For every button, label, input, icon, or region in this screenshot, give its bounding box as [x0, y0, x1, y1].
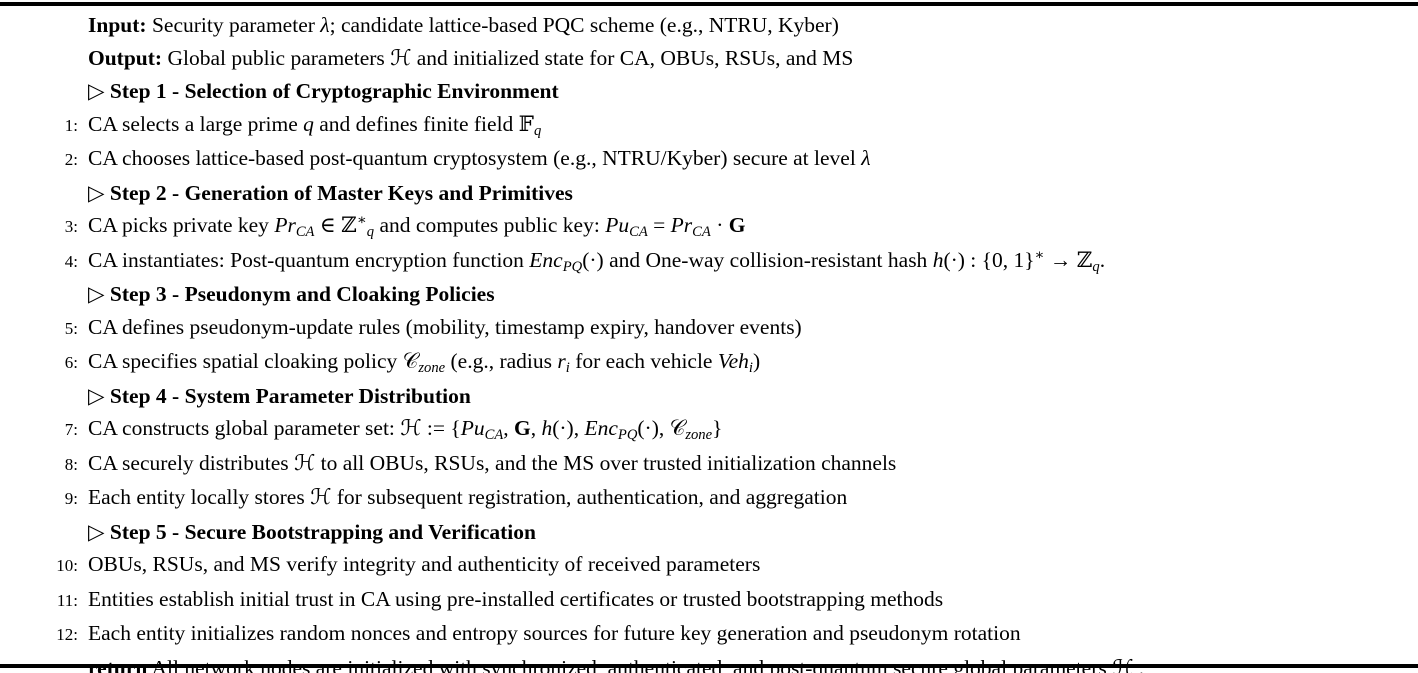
text-segment: ℤ [1076, 247, 1093, 273]
text-segment: CA [295, 224, 315, 241]
text-segment: q [303, 111, 314, 136]
line-number: 6: [64, 353, 78, 372]
algo-line [0, 42, 1414, 76]
text-segment: CA constructs global parameter set: [88, 416, 401, 440]
text-segment: CA [484, 427, 504, 444]
line-content [88, 142, 1414, 175]
algo-line [0, 75, 1414, 108]
text-segment: Step 4 - System Parameter Distribution [109, 383, 471, 408]
text-segment: zone [418, 360, 446, 377]
algo-line [0, 345, 1414, 380]
text-segment: h [932, 247, 944, 272]
algo-line [0, 412, 1414, 447]
text-segment: Step 3 - Pseudonym and Cloaking Policies [109, 282, 495, 306]
line-content [88, 652, 1414, 673]
algo-line [0, 617, 1414, 652]
line-number: 12: [56, 625, 78, 644]
line-content [88, 548, 1414, 581]
text-segment: q [1092, 258, 1100, 275]
line-content [88, 9, 1414, 42]
algo-line [0, 209, 1414, 244]
text-segment: CA [629, 224, 648, 241]
line-number: 4: [64, 251, 78, 271]
text-segment: (·), [637, 416, 670, 440]
text-segment: ▷ [88, 180, 110, 205]
text-segment: CA instantiates: Post-quantum encryption function [88, 247, 530, 272]
text-segment: ℤ [341, 213, 357, 238]
line-content [88, 380, 1414, 413]
line-number: 7: [64, 420, 78, 439]
line-number: 10: [56, 556, 78, 575]
text-segment: CA [692, 224, 711, 241]
text-segment: G [514, 416, 531, 440]
text-segment: Each entity initializes random nonces and entropy sources for future key generation and pseudonym rotation [88, 621, 1021, 645]
line-content [88, 481, 1414, 515]
text-segment: Output: [88, 45, 163, 70]
line-content [88, 75, 1414, 108]
algo-line [0, 244, 1414, 279]
text-segment: 𝔽 [518, 111, 534, 137]
text-segment: λ [861, 146, 871, 170]
text-segment: Pu [605, 213, 630, 237]
text-segment: CA securely distributes [88, 450, 295, 475]
algo-line [0, 447, 1414, 482]
line-number: 1: [64, 115, 78, 135]
text-segment: ∗ [356, 212, 367, 229]
text-segment: ▷ [88, 79, 110, 103]
algo-line [0, 516, 1414, 549]
text-segment: Pu [460, 416, 485, 440]
text-segment: Each entity locally stores [88, 485, 311, 509]
text-segment: Step 5 - Secure Bootstrapping and Verification [109, 519, 536, 544]
text-segment: i [565, 360, 570, 377]
text-segment: ℋ [310, 485, 332, 510]
text-segment: to all OBUs, RSUs, and the MS over trusted initialization channels [315, 450, 897, 475]
text-segment: } [712, 416, 723, 440]
line-content [88, 516, 1414, 549]
text-segment: zone [685, 427, 713, 444]
text-segment: ; candidate lattice-based PQC scheme (e.g., NTRU, Kyber) [329, 13, 839, 37]
text-segment: q [366, 224, 375, 241]
line-number: 11: [56, 590, 78, 610]
text-segment: Step 1 - Selection of Cryptographic Environment [109, 79, 559, 103]
text-segment: G [728, 213, 746, 237]
text-segment: · [710, 213, 729, 237]
text-segment: (·) : {0, 1} [943, 247, 1035, 272]
text-segment: h [541, 416, 553, 440]
text-segment: = [647, 213, 671, 237]
line-content [88, 447, 1414, 481]
line-number: 8: [64, 454, 78, 474]
line-content [88, 617, 1414, 650]
text-segment: Pr [274, 213, 296, 237]
text-segment: ∗ [1034, 247, 1045, 264]
text-segment: , [503, 416, 514, 440]
line-content [88, 583, 1414, 616]
text-segment: Pr [670, 213, 693, 237]
line-content [88, 345, 1414, 379]
text-segment: (·) and One-way collision-resistant hash [582, 247, 933, 272]
text-segment: (e.g., radius [445, 349, 558, 373]
text-segment: ▷ [88, 282, 110, 306]
text-segment: ▷ [88, 519, 110, 544]
text-segment: for subsequent registration, authentication, and aggregation [331, 485, 848, 509]
text-segment: 𝒞 [402, 349, 419, 374]
text-segment: Global public parameters [162, 45, 391, 70]
line-content [88, 244, 1414, 278]
line-content [88, 177, 1414, 210]
text-segment: for each vehicle [569, 349, 718, 373]
text-segment: PQ [617, 427, 638, 444]
text-segment: OBUs, RSUs, and MS verify integrity and authenticity of received parameters [88, 552, 761, 576]
text-segment: CA picks private key [88, 213, 275, 237]
text-segment: ) [752, 349, 761, 373]
algo-line [0, 177, 1414, 210]
text-segment: 𝒞 [669, 416, 686, 441]
line-number: 2: [64, 150, 78, 169]
line-number: 9: [64, 489, 78, 508]
text-segment: → [1044, 247, 1077, 272]
text-segment: r [557, 349, 566, 373]
algo-line [0, 142, 1414, 177]
line-content [88, 311, 1414, 344]
text-segment: CA defines pseudonym-update rules (mobility, timestamp expiry, handover events) [88, 314, 802, 339]
text-segment: q [533, 122, 542, 139]
algorithm-lines [0, 6, 1418, 673]
line-content [88, 209, 1414, 243]
text-segment: Security parameter [146, 13, 321, 37]
algo-line [0, 652, 1414, 673]
line-number: 3: [64, 217, 78, 236]
text-segment: CA specifies spatial cloaking policy [88, 349, 403, 373]
algo-line [0, 548, 1414, 583]
text-segment: ∈ [314, 213, 342, 237]
text-segment: ℋ [390, 45, 412, 71]
line-number: 5: [64, 318, 78, 338]
bottom-rule [0, 664, 1418, 668]
text-segment: CA chooses lattice-based post-quantum cryptosystem (e.g., NTRU/Kyber) secure at level [88, 146, 862, 170]
algo-line [0, 278, 1414, 311]
line-content [88, 108, 1414, 142]
text-segment: and defines finite field [313, 111, 519, 136]
text-segment: ℋ [400, 416, 422, 441]
text-segment: CA selects a large prime [88, 111, 304, 136]
text-segment: λ [320, 13, 330, 37]
algo-line [0, 583, 1414, 618]
text-segment: (·), [552, 416, 585, 440]
text-segment: , [530, 416, 542, 440]
algo-line [0, 481, 1414, 516]
text-segment: and computes public key: [374, 213, 606, 237]
algo-line [0, 108, 1414, 143]
text-segment: Step 2 - Generation of Master Keys and Primitives [109, 180, 573, 205]
text-segment: ▷ [88, 383, 110, 408]
text-segment: Enc [529, 247, 563, 272]
algo-line [0, 380, 1414, 413]
text-segment: Input: [88, 13, 147, 37]
text-segment: PQ [562, 258, 583, 275]
text-segment: i [748, 360, 753, 377]
line-content [88, 278, 1414, 311]
line-content [88, 42, 1414, 76]
algo-line [0, 311, 1414, 346]
text-segment: ℋ [294, 450, 316, 476]
text-segment: := { [421, 416, 461, 440]
text-segment: Veh [717, 349, 749, 373]
text-segment: . [1099, 247, 1106, 272]
text-segment: and initialized state for CA, OBUs, RSUs, and MS [411, 45, 854, 70]
text-segment: Entities establish initial trust in CA using pre-installed certificates or trusted bootstrapping methods [88, 586, 944, 611]
line-content [88, 412, 1414, 446]
text-segment: Enc [584, 416, 618, 440]
algo-line [0, 9, 1414, 42]
